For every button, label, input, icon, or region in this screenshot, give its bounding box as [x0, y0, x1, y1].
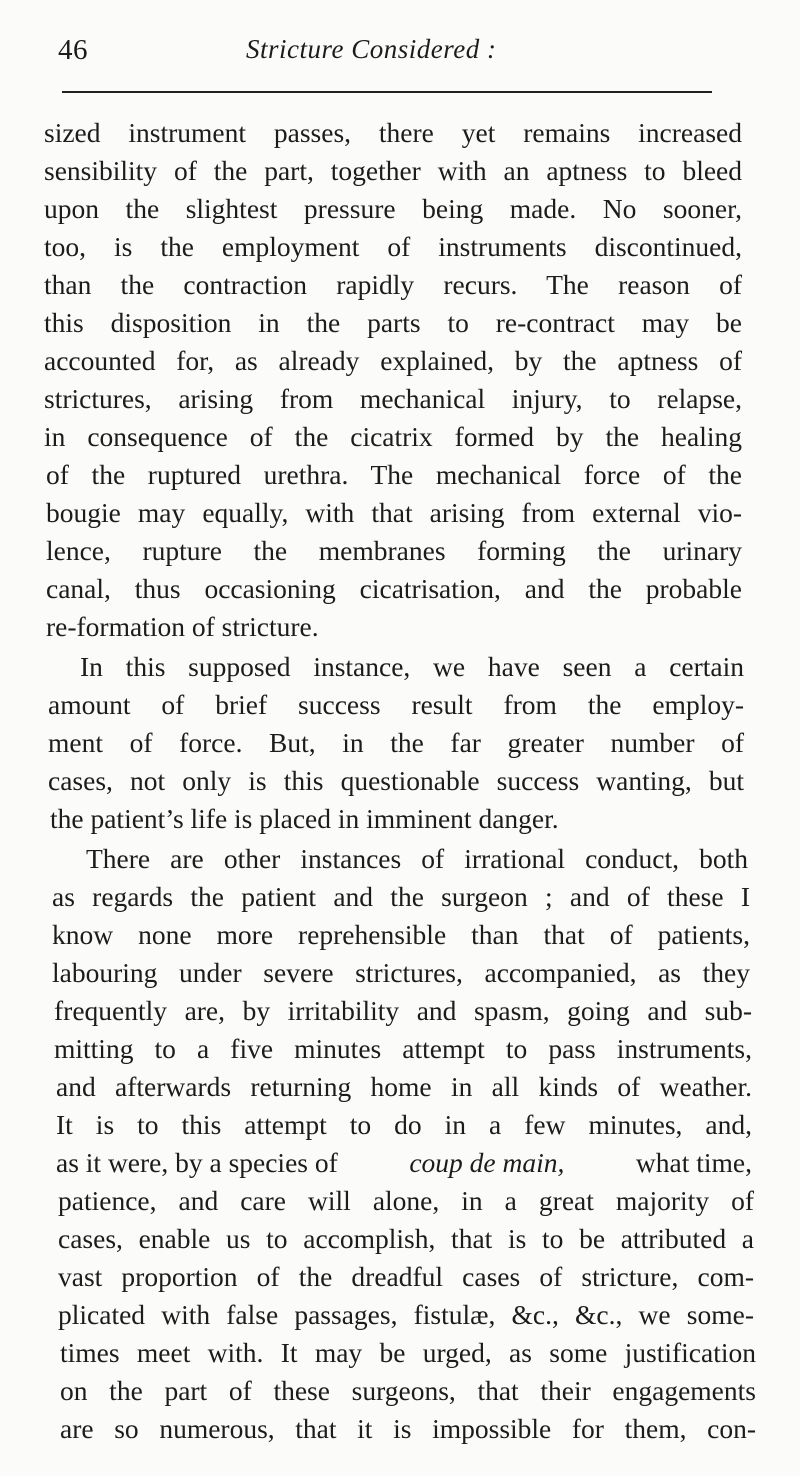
text-line-with-italic: [56, 1144, 752, 1182]
text-line: It is to this attempt to do in a few minutes, and,: [56, 1109, 752, 1140]
text-line: bougie may equally, with that arising from external vio-: [46, 497, 742, 528]
text-line: plicated with false passages, fistulæ, &c., &c., we some-: [58, 1299, 754, 1330]
text-line: labouring under severe strictures, accompanied, as they: [52, 957, 750, 988]
text-line: amount of brief success result from the employ-: [48, 689, 744, 720]
text-line: the patient’s life is placed in imminent danger.: [50, 803, 559, 834]
text-line: sized instrument passes, there yet remains increased: [44, 117, 742, 148]
text-line: In this supposed instance, we have seen a certain: [80, 651, 744, 682]
text-line: upon the slightest pressure being made. No sooner,: [44, 193, 742, 224]
text-line: this disposition in the parts to re-contract may be: [44, 307, 742, 338]
text-line: patience, and care will alone, in a great majority of: [58, 1185, 754, 1216]
italic-phrase: coup de main,: [409, 1147, 565, 1178]
page-header: [58, 30, 718, 76]
text-line: are so numerous, that it is impossible for them, con-: [60, 1413, 756, 1444]
text-segment: as it were, by a species of: [56, 1147, 338, 1178]
page-number: 46: [58, 34, 88, 66]
text-segment: what time,: [635, 1147, 752, 1178]
text-line: know none more reprehensible than that of patients,: [52, 919, 750, 950]
text-line: cases, not only is this questionable success wanting, but: [48, 765, 744, 796]
text-line: times meet with. It may be urged, as some justification: [60, 1337, 756, 1368]
text-line: canal, thus occasioning cicatrisation, and the probable: [46, 573, 742, 604]
running-title: Stricture Considered :: [246, 34, 497, 64]
text-line: ment of force. But, in the far greater number of: [48, 727, 744, 758]
text-line: There are other instances of irrational conduct, both: [86, 843, 748, 874]
text-line: mitting to a five minutes attempt to pass instruments,: [54, 1033, 752, 1064]
text-line: and afterwards returning home in all kinds of weather.: [56, 1071, 752, 1102]
text-line: too, is the employment of instruments discontinued,: [44, 231, 742, 262]
text-line: sensibility of the part, together with an aptness to bleed: [44, 155, 742, 186]
text-line: strictures, arising from mechanical injury, to relapse,: [44, 383, 742, 414]
header-rule: [62, 91, 712, 93]
text-line: vast proportion of the dreadful cases of stricture, com-: [58, 1261, 754, 1292]
text-line: in consequence of the cicatrix formed by the healing: [44, 421, 742, 452]
text-line: as regards the patient and the surgeon ; and of these I: [52, 881, 750, 912]
text-line: than the contraction rapidly recurs. The reason of: [44, 269, 742, 300]
text-line: of the ruptured urethra. The mechanical force of the: [46, 459, 742, 490]
text-line: accounted for, as already explained, by the aptness of: [44, 345, 742, 376]
text-line: lence, rupture the membranes forming the urinary: [46, 535, 742, 566]
text-line: cases, enable us to accomplish, that is to be attributed a: [58, 1223, 754, 1254]
text-line: frequently are, by irritability and spasm, going and sub-: [54, 995, 752, 1026]
text-line: on the part of these surgeons, that their engagements: [60, 1375, 756, 1406]
text-line: re-formation of stricture.: [46, 611, 319, 642]
